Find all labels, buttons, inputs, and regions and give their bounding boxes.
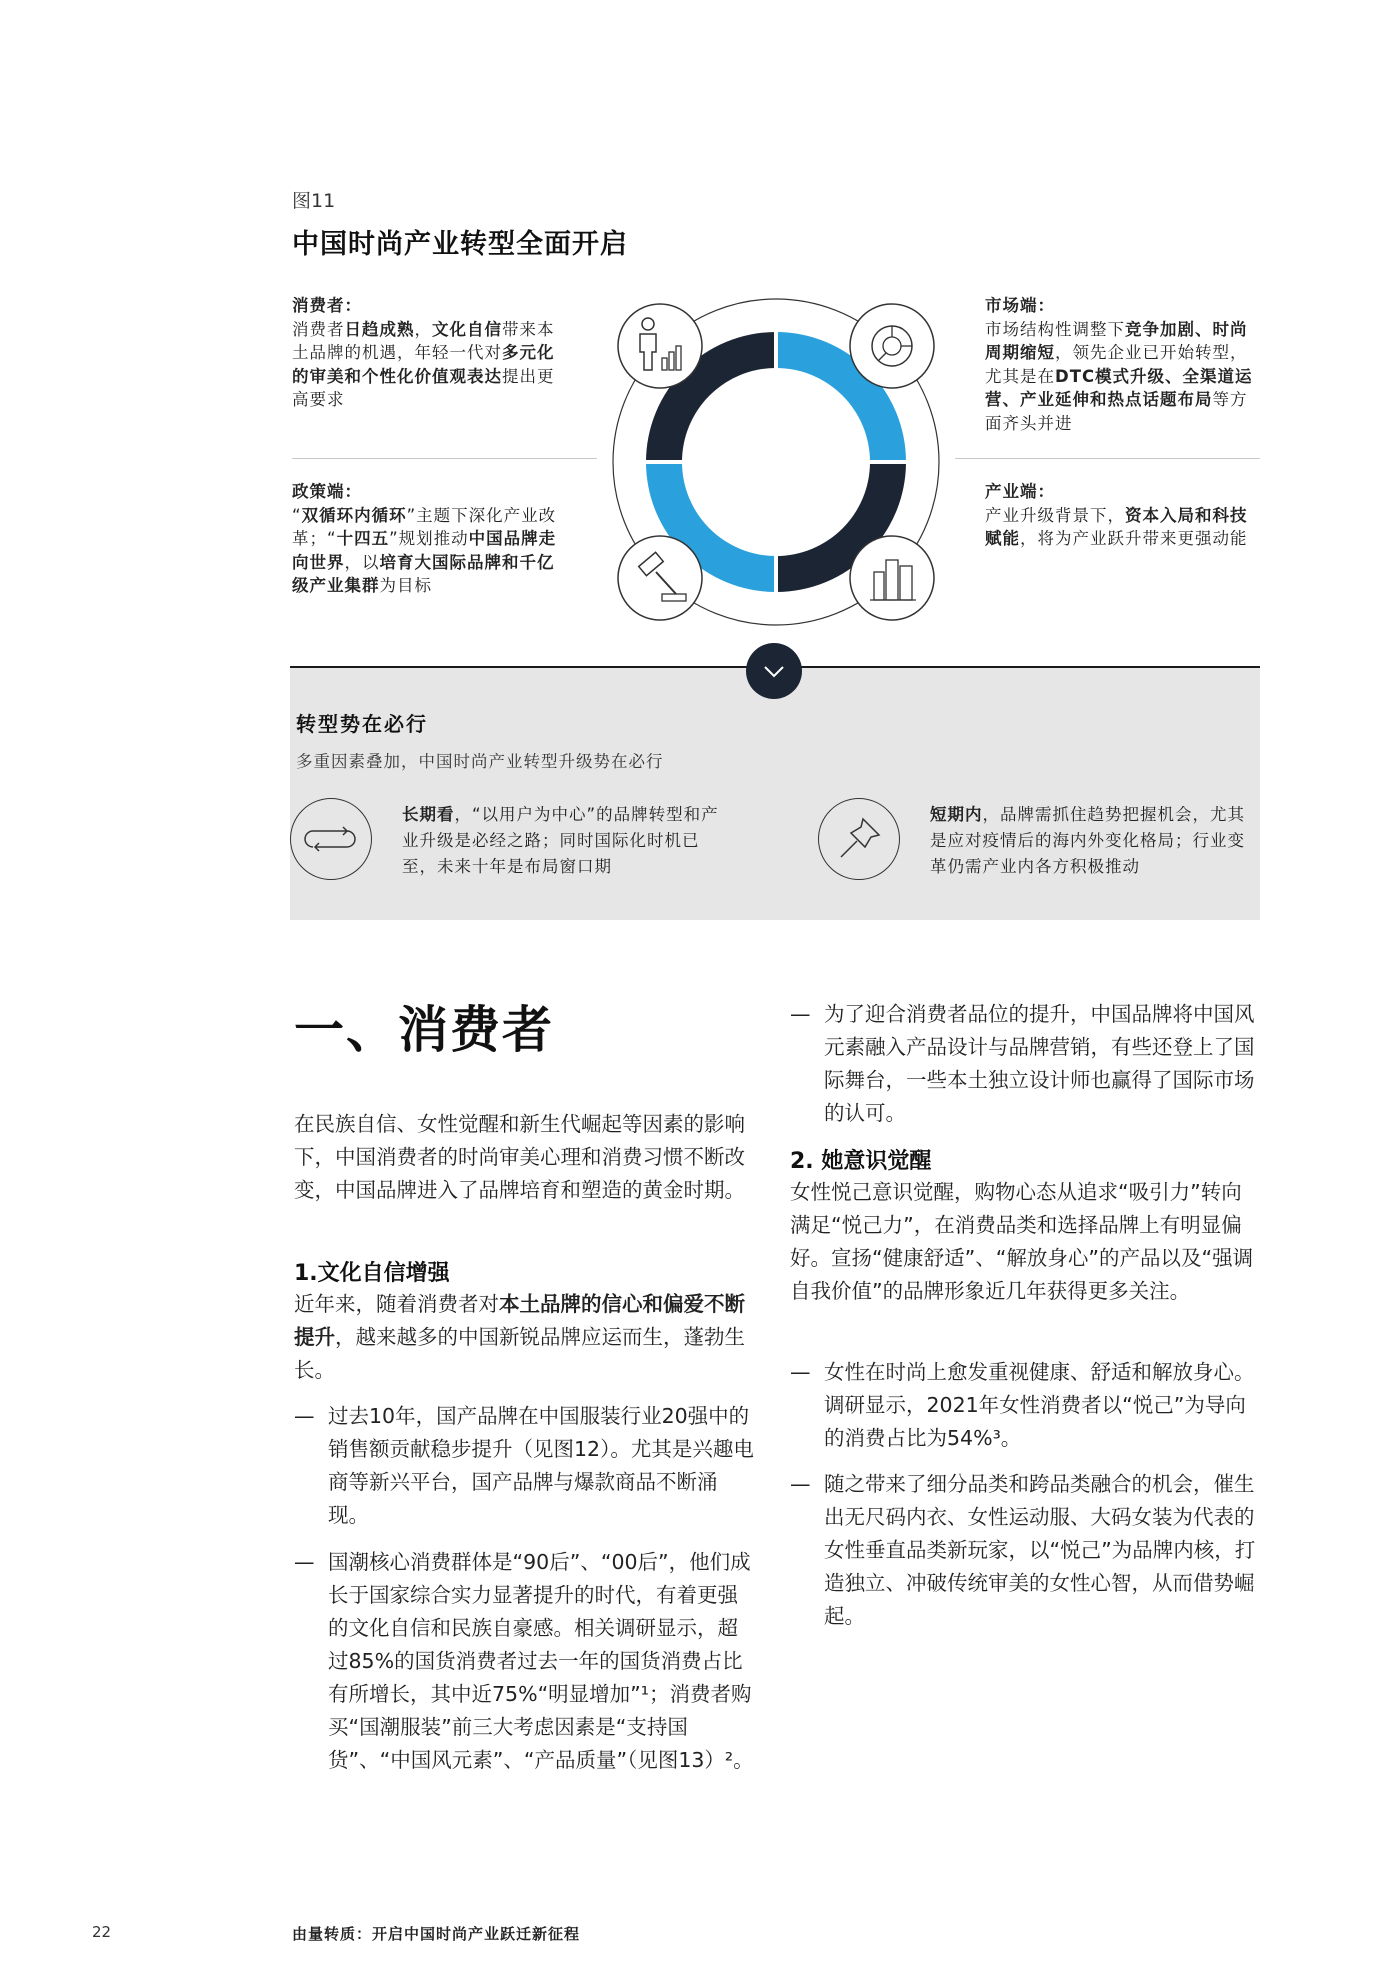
- policy-icon: [618, 536, 702, 620]
- divider-left: [292, 458, 597, 459]
- transformation-box: [290, 668, 1260, 920]
- quadrant-policy: [292, 480, 562, 598]
- consumer-icon: [618, 304, 702, 388]
- bullet-dash: —: [790, 1002, 811, 1026]
- quadrant-market-heading: 市场端：: [985, 296, 1055, 315]
- plain-text: ，领先企业已开始转型，尤其是在: [985, 343, 1248, 386]
- short-term-text: [930, 802, 1260, 880]
- plain-text: 为目标: [379, 576, 432, 595]
- plain-text: ，“以用户为中心”的品牌转型和产业升级是必经之路；同时国际化时机已至，未来十年是布局窗口期: [402, 805, 719, 876]
- bullet-text: 为了迎合消费者品位的提升，中国品牌将中国风元素融入产品设计与品牌营销，有些还登上了国际舞台，一些本土独立设计师也赢得了国际市场的认可。: [824, 1002, 1255, 1125]
- emphasis-text: 短期内: [930, 805, 983, 824]
- quadrant-market: [985, 294, 1255, 435]
- chevron-down-icon: [746, 643, 802, 699]
- quadrant-market-text: [985, 320, 1253, 433]
- figure-title: 中国时尚产业转型全面开启: [292, 229, 628, 260]
- quadrant-industry-text: [985, 506, 1248, 549]
- subsection-1-paragraph: [294, 1288, 758, 1387]
- plain-text: 市场结构性调整下: [985, 319, 1125, 339]
- bullet-dash: —: [294, 1550, 315, 1574]
- down-arrow-badge: [746, 643, 802, 699]
- bullet-dash: —: [790, 1472, 811, 1496]
- emphasis-text: DTC模式升级、全渠道运营、产业延伸和热点话题布局: [985, 366, 1253, 409]
- emphasis-text: 双循环内循环: [301, 505, 407, 525]
- plain-text: “: [292, 505, 302, 525]
- divider-right: [955, 458, 1260, 459]
- transformation-ring-diagram: [596, 282, 956, 642]
- figure-label: 图11: [292, 190, 336, 212]
- industry-icon: [850, 536, 934, 620]
- footer-title: 由量转质：开启中国时尚产业跃迁新征程: [292, 1925, 581, 1943]
- bullet-text: 女性在时尚上愈发重视健康、舒适和解放身心。调研显示，2021年女性消费者以“悦己”为导向的消费占比为54%³。: [824, 1360, 1255, 1450]
- bullet-text: 随之带来了细分品类和跨品类融合的机会，催生出无尺码内衣、女性运动服、大码女装为代表的女性垂直品类新玩家，以“悦己”为品牌内核，打造独立、冲破传统审美的女性心智，从而借势崛起。: [824, 1472, 1256, 1628]
- market-icon: [850, 304, 934, 388]
- loop-arrows-icon: [291, 799, 371, 879]
- quadrant-consumer-text: [292, 320, 555, 410]
- quadrant-industry: [985, 480, 1255, 551]
- bullet-text: 过去10年，国产品牌在中国服装行业20强中的销售额贡献稳步提升（见图12）。尤其是兴趣电商等新兴平台，国产品牌与爆款商品不断涌现。: [328, 1404, 754, 1527]
- quadrant-consumer-heading: 消费者：: [292, 296, 362, 315]
- plain-text: ，品牌需抓住趋势把握机会，尤其是应对疫情后的海内外变化格局；行业变革仍需产业内各方积极推动: [930, 805, 1245, 876]
- emphasis-text: 本土品牌的信心和偏爱不断提升: [294, 1292, 745, 1349]
- quadrant-policy-text: [292, 506, 556, 596]
- emphasis-text: 竞争加剧、时尚周期缩短: [985, 319, 1248, 362]
- plain-text: 消费者: [292, 319, 345, 339]
- plain-text: ，越来越多的中国新锐品牌应运而生，蓬勃生长。: [294, 1325, 745, 1382]
- bullet-item: [790, 998, 1260, 1130]
- quadrant-industry-heading: 产业端：: [985, 482, 1055, 501]
- plain-text: 近年来，随着消费者对: [294, 1292, 499, 1316]
- plain-text: 提出更高要求: [292, 366, 555, 409]
- subsection-2-title: 2. 她意识觉醒: [790, 1149, 932, 1174]
- emphasis-text: 资本入局和科技赋能: [985, 505, 1248, 548]
- bullet-item: [294, 1546, 758, 1777]
- quadrant-policy-heading: 政策端：: [292, 482, 362, 501]
- emphasis-text: 培育大国际品牌和千亿级产业集群: [292, 552, 555, 595]
- plain-text: 等方面齐头并进: [985, 390, 1248, 433]
- transformation-title: 转型势在必行: [296, 712, 428, 736]
- bullet-dash: —: [294, 1404, 315, 1428]
- intro-paragraph: 在民族自信、女性觉醒和新生代崛起等因素的影响下，中国消费者的时尚审美心理和消费习惯不断改变，中国品牌进入了品牌培育和塑造的黄金时期。: [294, 1112, 745, 1202]
- page-number: 22: [92, 1923, 112, 1941]
- long-term-icon-circle: [290, 798, 372, 880]
- plain-text: 产业升级背景下，: [985, 505, 1125, 525]
- pushpin-icon: [819, 799, 899, 879]
- bullet-dash: —: [790, 1360, 811, 1384]
- emphasis-text: 文化自信: [432, 319, 502, 339]
- section-title: 一、消费者: [294, 1001, 554, 1059]
- bullet-text: 国潮核心消费群体是“90后”、“00后”，他们成长于国家综合实力显著提升的时代，有着更强的文化自信和民族自豪感。相关调研显示，超过85%的国货消费者过去一年的国货消费占比有所增长，其中近75%“明显增加”¹；消费者购买“国潮服装”前三大考虑因素是“支持国货”、“中国风元素”、“产品质量”（见图13）²。: [328, 1550, 754, 1772]
- plain-text: ”主题下深化产业改革；“: [292, 505, 557, 548]
- emphasis-text: 长期看: [402, 805, 455, 824]
- short-term-icon-circle: [818, 798, 900, 880]
- emphasis-text: 多元化的审美和个性化价值观表达: [292, 343, 555, 386]
- plain-text: ，以: [344, 552, 380, 572]
- bullet-item: [294, 1400, 758, 1532]
- plain-text: ，将为产业跃升带来更强动能: [1020, 529, 1248, 548]
- bullet-item: [790, 1356, 1260, 1455]
- bullet-item: [790, 1468, 1260, 1633]
- plain-text: ，: [414, 319, 432, 339]
- emphasis-text: 中国品牌走向世界: [292, 529, 557, 572]
- long-term-text: [402, 802, 722, 880]
- quadrant-consumer: [292, 294, 562, 412]
- transformation-subtitle: 多重因素叠加，中国时尚产业转型升级势在必行: [296, 752, 664, 771]
- plain-text: 带来本土品牌的机遇，年轻一代对: [292, 319, 555, 362]
- plain-text: ”规划推动: [389, 529, 469, 548]
- subsection-2-paragraph: 女性悦己意识觉醒，购物心态从追求“吸引力”转向满足“悦己力”，在消费品类和选择品牌上有明显偏好。宣扬“健康舒适”、“解放身心”的产品以及“强调自我价值”的品牌形象近几年获得更多关注。: [790, 1180, 1254, 1303]
- emphasis-text: 十四五: [336, 529, 390, 548]
- emphasis-text: 日趋成熟: [344, 319, 415, 339]
- subsection-1-title: 1.文化自信增强: [294, 1261, 450, 1286]
